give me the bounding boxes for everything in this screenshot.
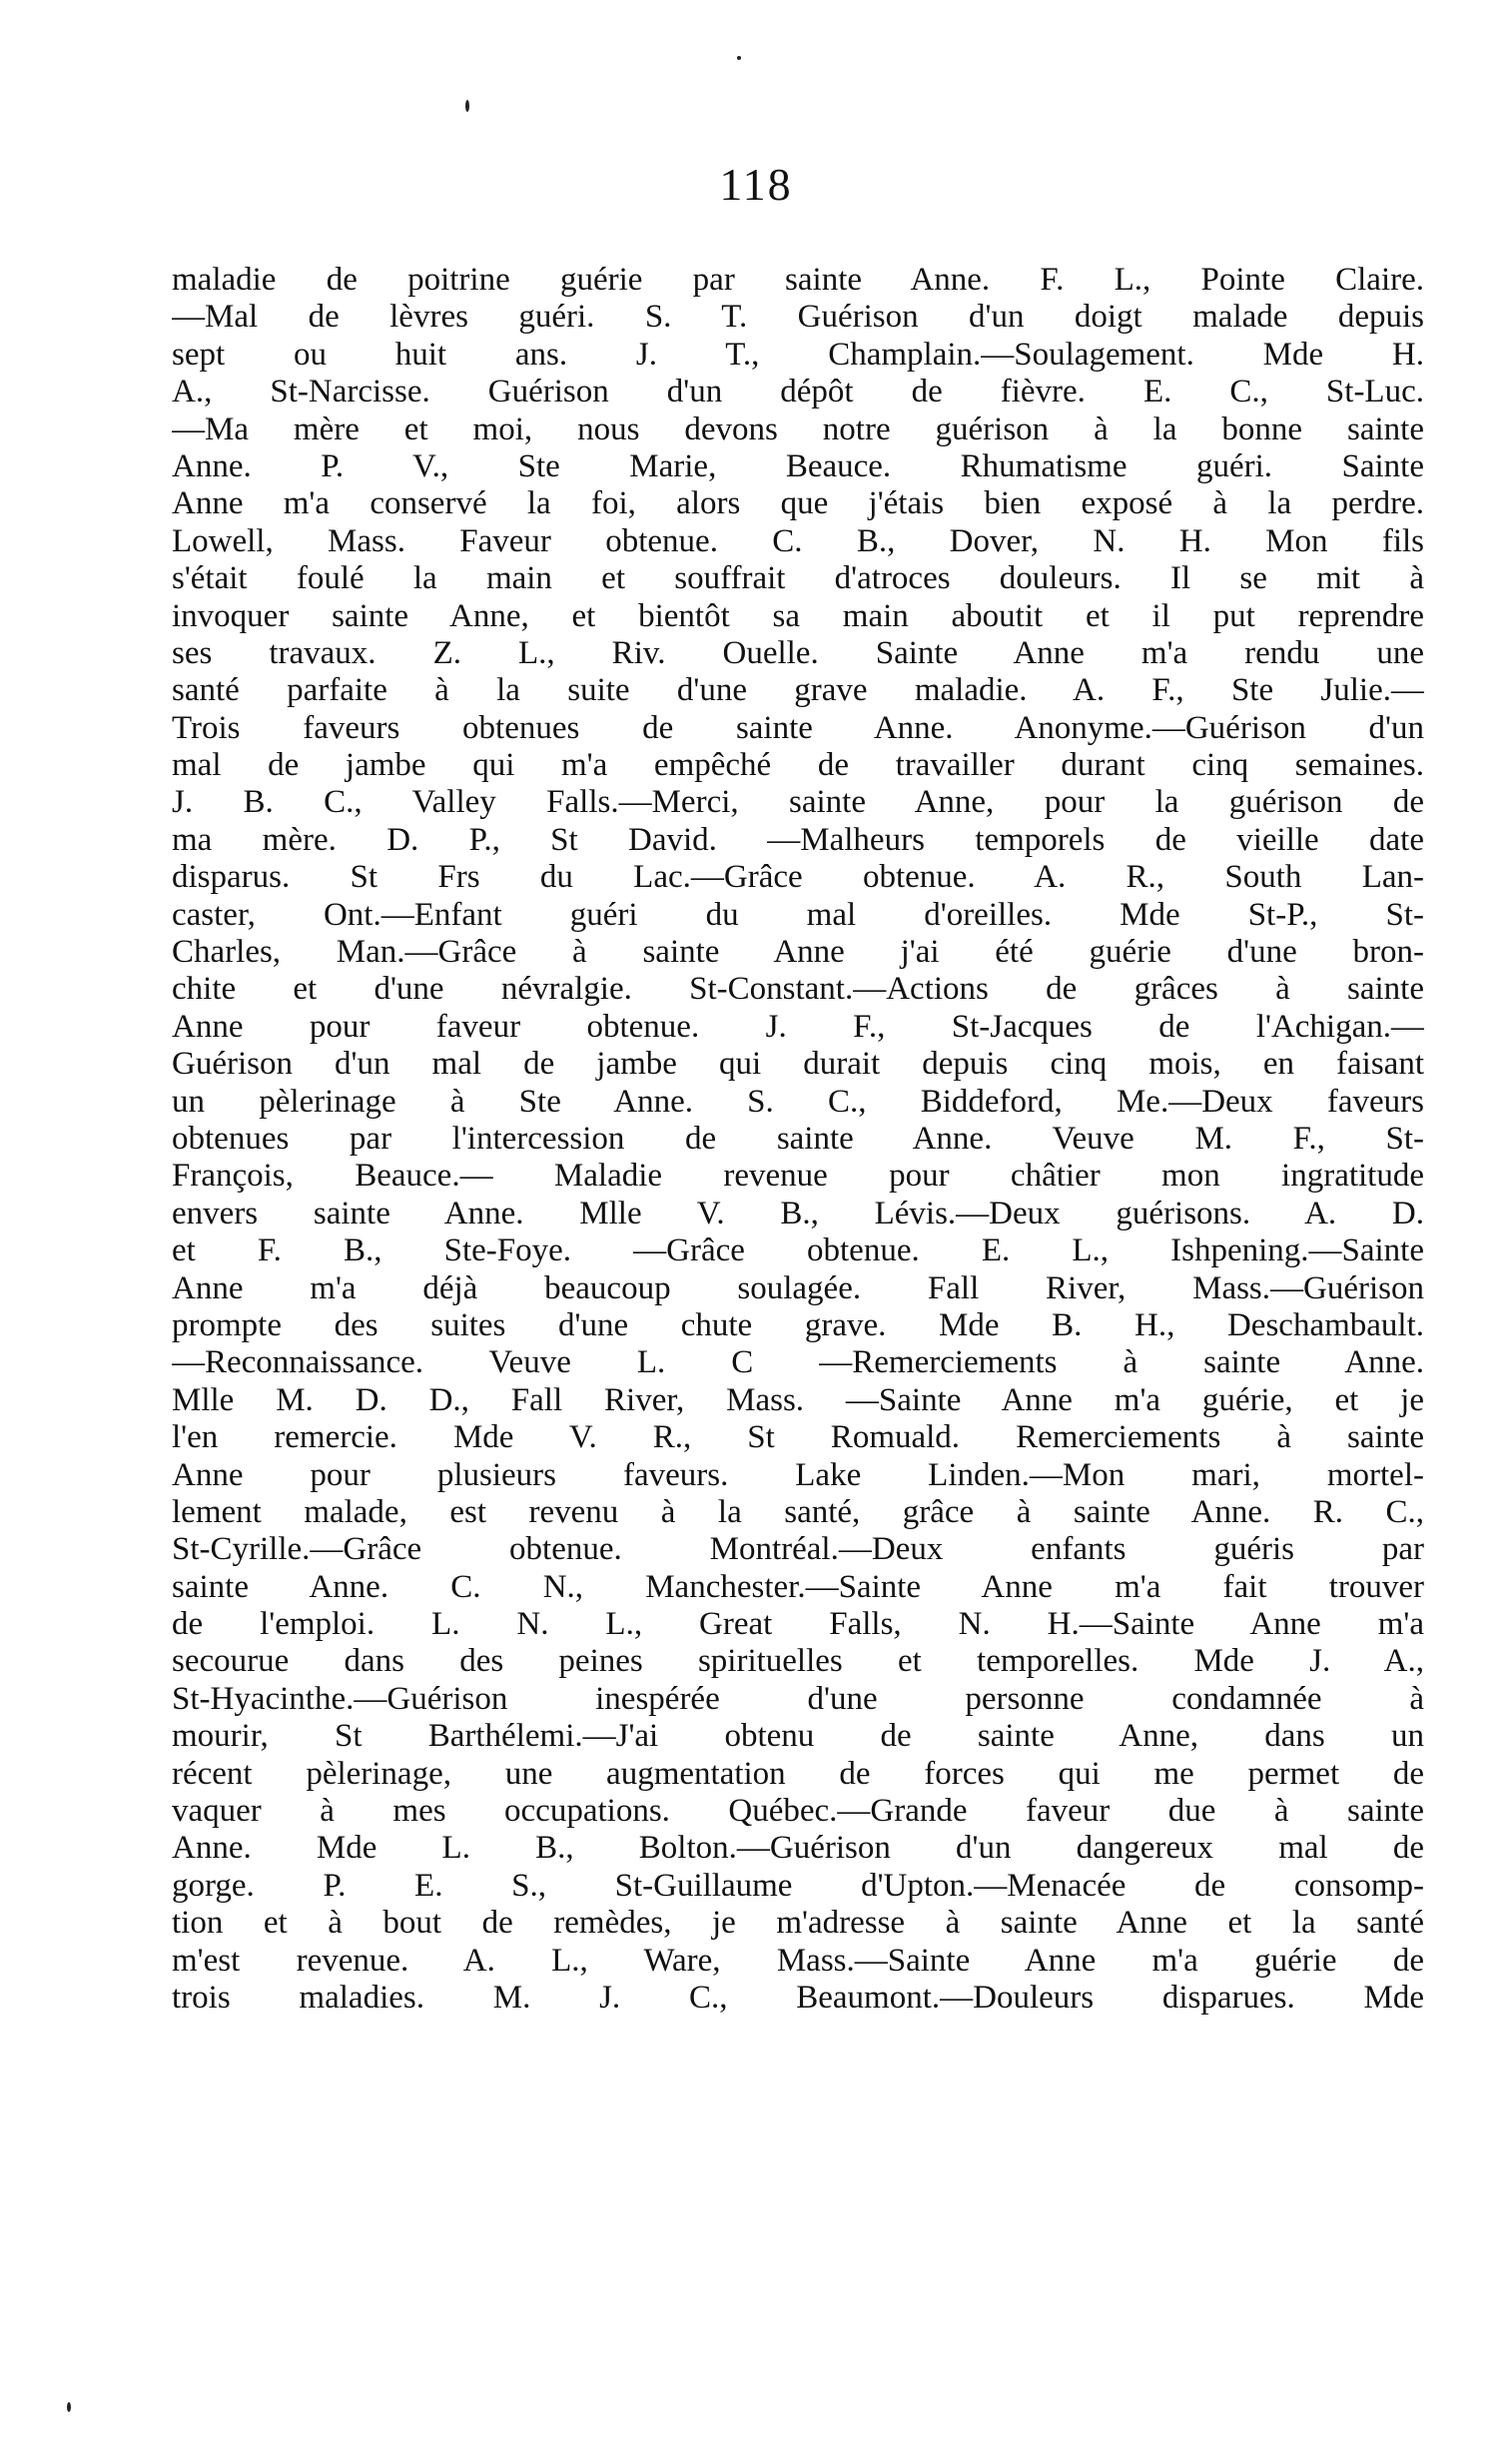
text-line: lement malade, est revenu à la santé, grâce à sainte Anne. R. C., <box>172 1493 1424 1530</box>
text-line: disparus. St Frs du Lac.—Grâce obtenue. A. R., South Lan- <box>172 859 1424 896</box>
ink-speck <box>737 56 741 60</box>
text-line: un pèlerinage à Ste Anne. S. C., Biddeford, Me.—Deux faveurs <box>172 1083 1424 1120</box>
text-line: —Reconnaissance. Veuve L. C —Remerciements à sainte Anne. <box>172 1344 1424 1381</box>
text-line: —Ma mère et moi, nous devons notre guérison à la bonne sainte <box>172 410 1424 447</box>
text-line: et F. B., Ste-Foye. —Grâce obtenue. E. L., Ishpening.—Sainte <box>172 1232 1424 1269</box>
text-line: chite et d'une névralgie. St-Constant.—Actions de grâces à sainte <box>172 971 1424 1008</box>
text-line: —Mal de lèvres guéri. S. T. Guérison d'un doigt malade depuis <box>172 299 1424 336</box>
text-line: Charles, Man.—Grâce à sainte Anne j'ai été guérie d'une bron- <box>172 934 1424 971</box>
text-line: l'en remercie. Mde V. R., St Romuald. Remerciements à sainte <box>172 1419 1424 1456</box>
text-line: trois maladies. M. J. C., Beaumont.—Douleurs disparues. Mde <box>172 1979 1424 2016</box>
body-text <box>172 262 1424 2017</box>
text-line: sainte Anne. C. N., Manchester.—Sainte Anne m'a fait trouver <box>172 1568 1424 1605</box>
text-line: Anne pour faveur obtenue. J. F., St-Jacques de l'Achigan.— <box>172 1008 1424 1045</box>
text-line: s'était foulé la main et souffrait d'atroces douleurs. Il se mit à <box>172 560 1424 597</box>
text-line: vaquer à mes occupations. Québec.—Grande faveur due à sainte <box>172 1793 1424 1830</box>
text-line: A., St-Narcisse. Guérison d'un dépôt de fièvre. E. C., St-Luc. <box>172 374 1424 410</box>
text-line: sept ou huit ans. J. T., Champlain.—Soulagement. Mde H. <box>172 336 1424 373</box>
text-line: J. B. C., Valley Falls.—Merci, sainte Anne, pour la guérison de <box>172 784 1424 821</box>
text-line: m'est revenue. A. L., Ware, Mass.—Sainte Anne m'a guérie de <box>172 1942 1424 1979</box>
text-line: Trois faveurs obtenues de sainte Anne. Anonyme.—Guérison d'un <box>172 709 1424 746</box>
text-line: secourue dans des peines spirituelles et temporelles. Mde J. A., <box>172 1643 1424 1680</box>
text-line: François, Beauce.— Maladie revenue pour châtier mon ingratitude <box>172 1158 1424 1195</box>
text-line: St-Cyrille.—Grâce obtenue. Montréal.—Deux enfants guéris par <box>172 1531 1424 1568</box>
text-line: Anne m'a déjà beaucoup soulagée. Fall River, Mass.—Guérison <box>172 1269 1424 1306</box>
text-line: Lowell, Mass. Faveur obtenue. C. B., Dover, N. H. Mon fils <box>172 522 1424 559</box>
text-line: caster, Ont.—Enfant guéri du mal d'oreilles. Mde St-P., St- <box>172 896 1424 933</box>
text-line: ma mère. D. P., St David. —Malheurs temporels de vieille date <box>172 821 1424 858</box>
text-line: mal de jambe qui m'a empêché de travailler durant cinq semaines. <box>172 747 1424 784</box>
ink-speck <box>465 100 469 112</box>
text-line: tion et à bout de remèdes, je m'adresse à sainte Anne et la santé <box>172 1905 1424 1942</box>
ink-speck <box>67 2402 71 2412</box>
text-line: obtenues par l'intercession de sainte Anne. Veuve M. F., St- <box>172 1120 1424 1157</box>
text-line: Anne. P. V., Ste Marie, Beauce. Rhumatisme guéri. Sainte <box>172 447 1424 484</box>
text-line: envers sainte Anne. Mlle V. B., Lévis.—Deux guérisons. A. D. <box>172 1195 1424 1232</box>
text-line: Mlle M. D. D., Fall River, Mass. —Sainte Anne m'a guérie, et je <box>172 1381 1424 1418</box>
text-line: Guérison d'un mal de jambe qui durait depuis cinq mois, en faisant <box>172 1046 1424 1083</box>
text-line: santé parfaite à la suite d'une grave maladie. A. F., Ste Julie.— <box>172 672 1424 709</box>
text-line: mourir, St Barthélemi.—J'ai obtenu de sainte Anne, dans un <box>172 1718 1424 1755</box>
text-line: gorge. P. E. S., St-Guillaume d'Upton.—Menacée de consomp- <box>172 1867 1424 1904</box>
text-line: de l'emploi. L. N. L., Great Falls, N. H.—Sainte Anne m'a <box>172 1606 1424 1643</box>
text-line: St-Hyacinthe.—Guérison inespérée d'une personne condamnée à <box>172 1680 1424 1717</box>
text-line: ses travaux. Z. L., Riv. Ouelle. Sainte Anne m'a rendu une <box>172 634 1424 671</box>
text-line: Anne m'a conservé la foi, alors que j'étais bien exposé à la perdre. <box>172 485 1424 522</box>
text-line: invoquer sainte Anne, et bientôt sa main aboutit et il put reprendre <box>172 597 1424 634</box>
text-line: maladie de poitrine guérie par sainte Anne. F. L., Pointe Claire. <box>172 262 1424 298</box>
text-line: prompte des suites d'une chute grave. Mde B. H., Deschambault. <box>172 1306 1424 1343</box>
text-line: récent pèlerinage, une augmentation de forces qui me permet de <box>172 1755 1424 1792</box>
text-line: Anne pour plusieurs faveurs. Lake Linden.—Mon mari, mortel- <box>172 1456 1424 1493</box>
text-line: Anne. Mde L. B., Bolton.—Guérison d'un dangereux mal de <box>172 1830 1424 1867</box>
page-number: 118 <box>719 159 793 210</box>
